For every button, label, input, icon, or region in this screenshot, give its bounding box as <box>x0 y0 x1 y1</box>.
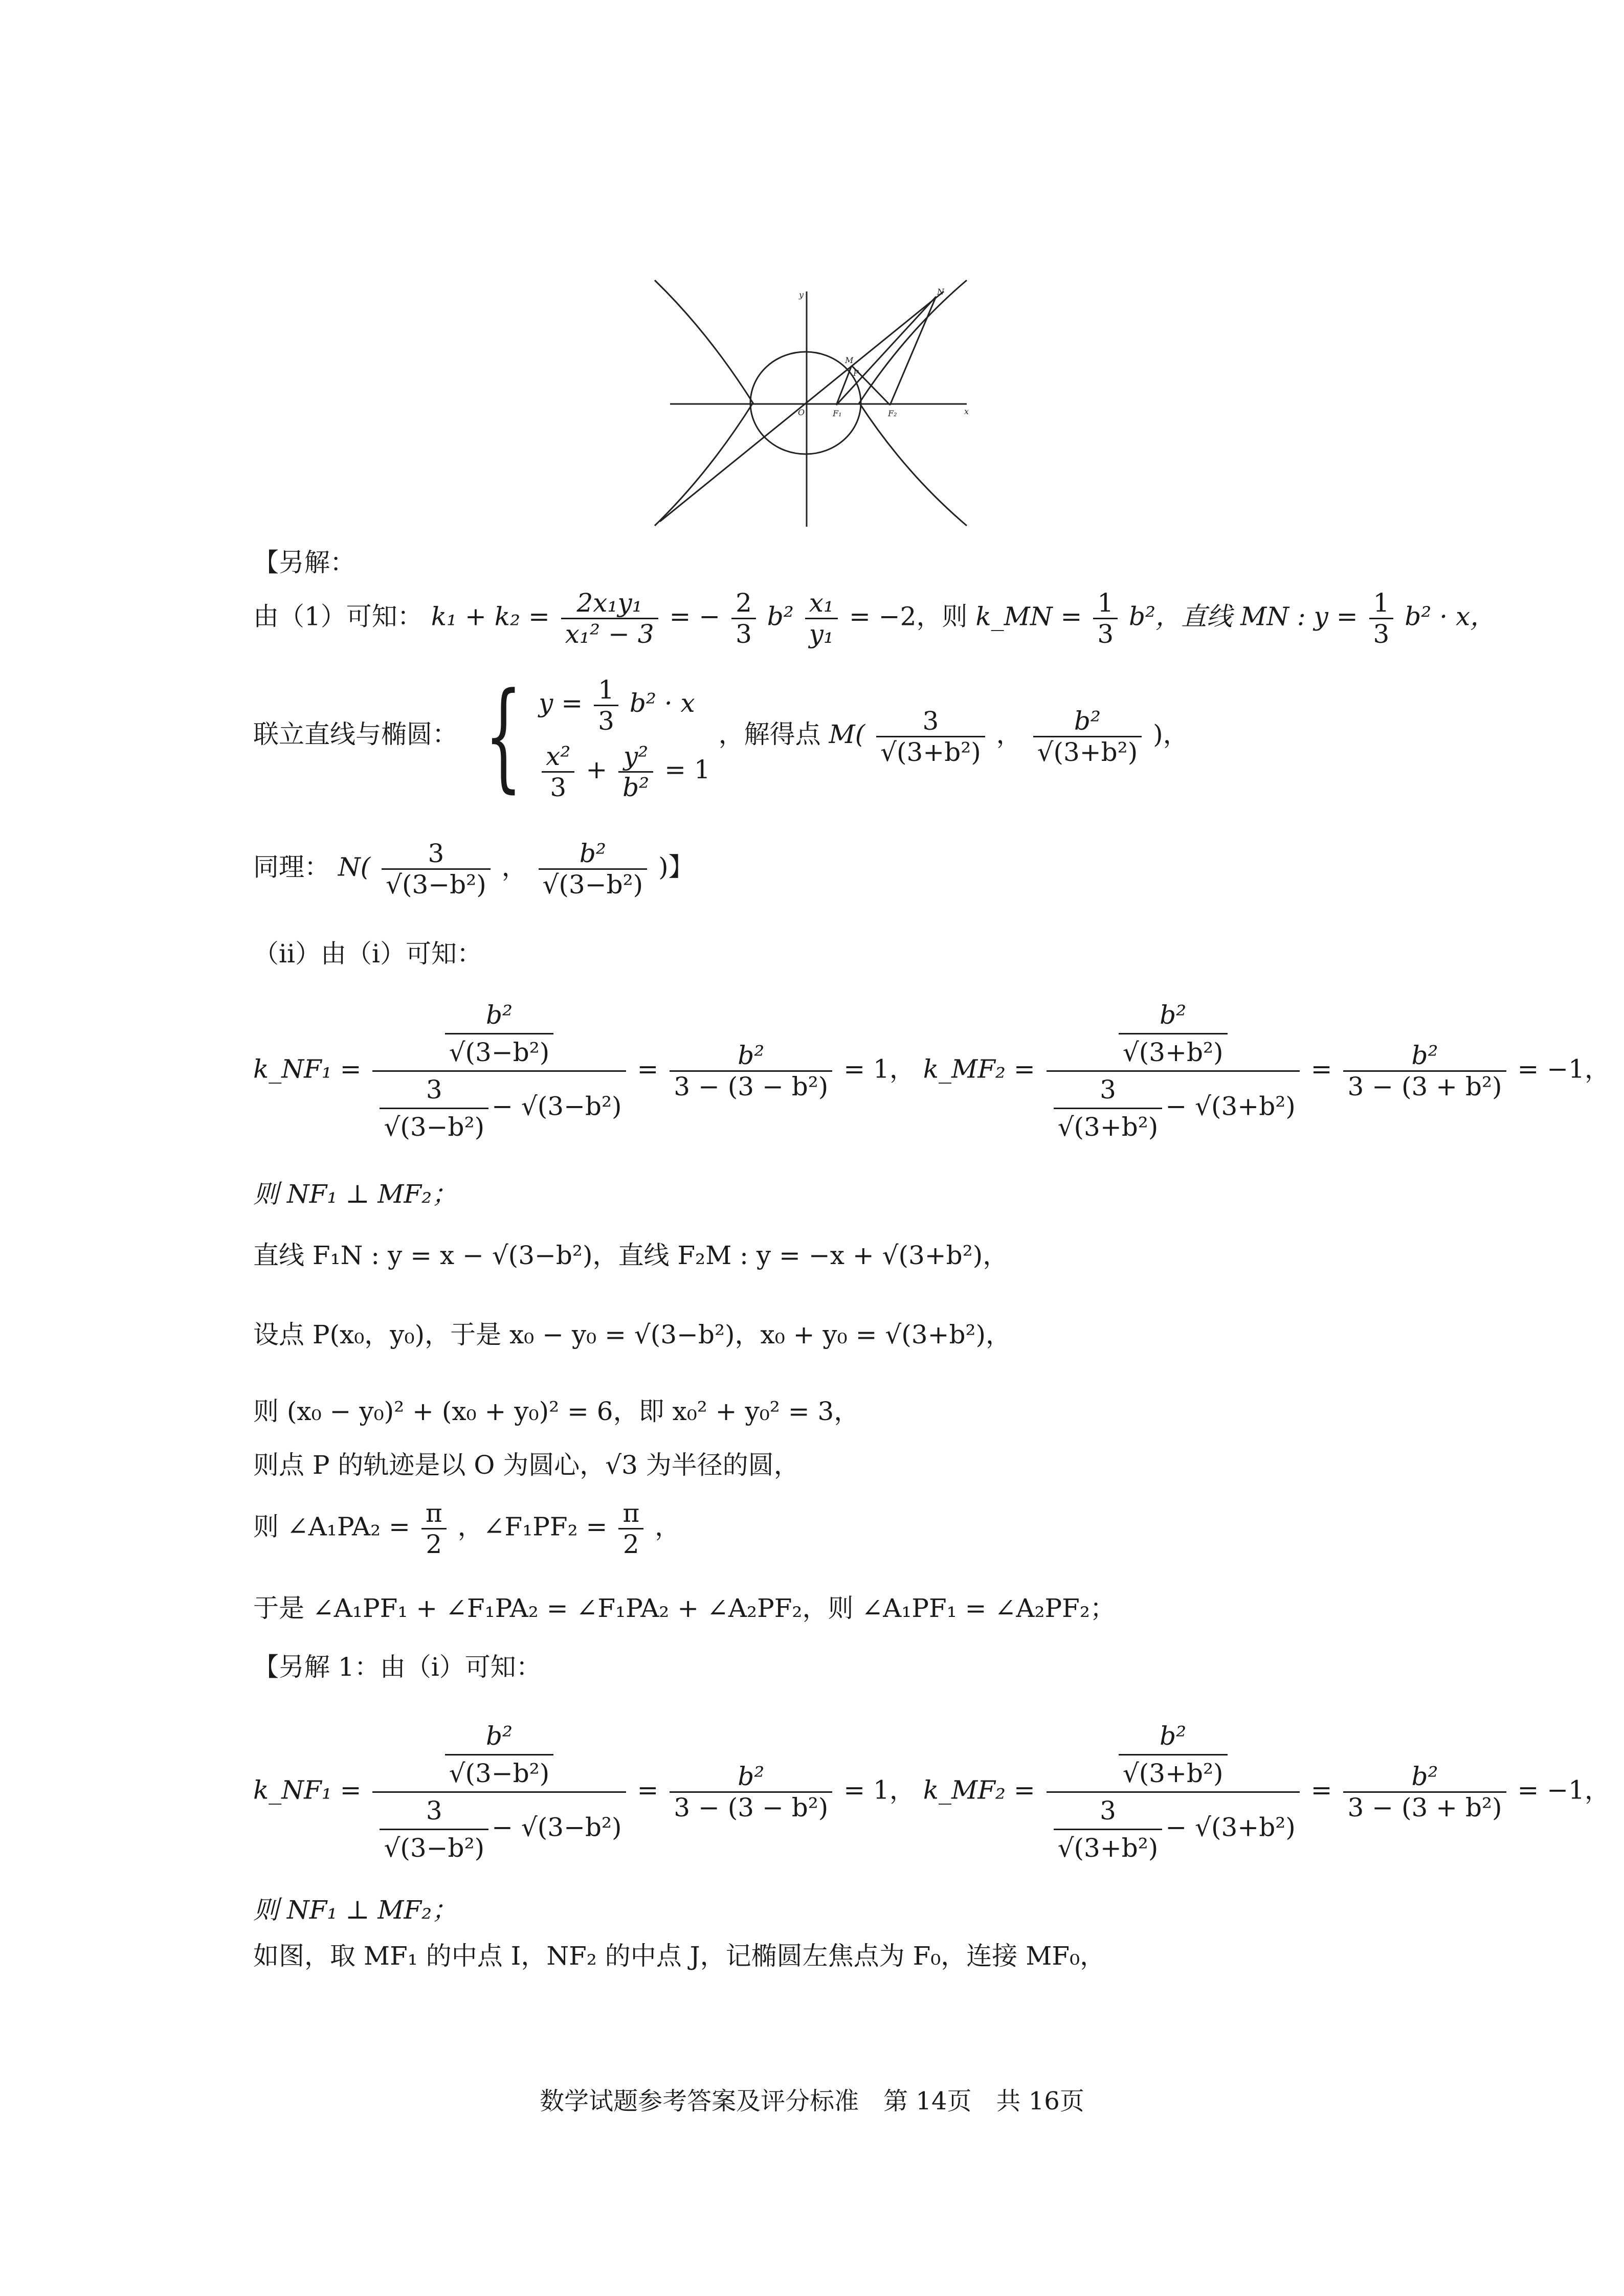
hyperbola-left <box>655 280 753 526</box>
slopes-line-1: k_NF₁ = $\frac{\text{b²}}{\text{√(3−b²)}}$ $\frac{3}{\text{√(3−b²)}}$ − √(3−b²) = $\frac{\text{b²}}{\text{3 − (3 − b²)}}$ = 1， k_MF₂ = $\frac{\text{b²}}{\text{√(3+b²)}}$ $\frac{3}{\text{√(3+b²)}}$ − √(3+b²) = $\frac{\text{b²}}{\text{3 − (3 + b²)}}$ = −1， <box>253 997 1610 1145</box>
label-p: P <box>853 368 859 378</box>
slopes-line-2: k_NF₁ = $\frac{\text{b²}}{\text{√(3−b²)}}$ $\frac{3}{\text{√(3−b²)}}$ − √(3−b²) = $\frac{\text{b²}}{\text{3 − (3 − b²)}}$ = 1， k_MF₂ = $\frac{\text{b²}}{\text{√(3+b²)}}$ $\frac{3}{\text{√(3+b²)}}$ − √(3+b²) = $\frac{\text{b²}}{\text{3 − (3 + b²)}}$ = −1， <box>253 1718 1610 1866</box>
label-f2: F₂ <box>888 409 897 418</box>
page-footer: 数学试题参考答案及评分标准 第 14页 共 16页 <box>540 2087 1084 2115</box>
label-x: x <box>964 407 969 416</box>
alt-solution-1: 【另解 1：由（i）可知： <box>253 1652 542 1682</box>
label-y: y <box>799 290 804 300</box>
label-n: N <box>937 287 944 297</box>
sum-squares-line: 则 (x₀ − y₀)² + (x₀ + y₀)² = 6，即 x₀² + y₀² = 3， <box>253 1397 860 1426</box>
angle-sum-line: 于是 ∠A₁PF₁ + ∠F₁PA₂ = ∠F₁PA₂ + ∠A₂PF₂，则 ∠A₁PF₁ = ∠A₂PF₂； <box>253 1593 1116 1623</box>
point-p-line: 设点 P(x₀，y₀)，于是 x₀ − y₀ = √(3−b²)，x₀ + y₀ = √(3+b²)， <box>253 1320 1012 1349</box>
part-ii: （ii）由（i）可知： <box>253 939 482 969</box>
label-o: O <box>798 408 805 417</box>
label-f1: F₁ <box>833 409 842 418</box>
midpoints-line: 如图，取 MF₁ 的中点 I，NF₂ 的中点 J，记椭圆左焦点为 F₀，连接 MF₀， <box>253 1941 1106 1971</box>
perp-line: 则 NF₁ ⊥ MF₂； <box>253 1179 458 1209</box>
alt-solution-header: 【另解： <box>253 548 355 577</box>
label-m: M <box>845 355 854 365</box>
locus-line: 则点 P 的轨迹是以 O 为圆心，√3 为半径的圆， <box>253 1450 799 1480</box>
tangent-line <box>660 291 944 522</box>
similar-line: 同理： N( $\frac{3}{\text{√(3−b²)}}$ ， $\frac{\text{b²}}{\text{√(3−b²)}}$ )】 <box>253 839 694 899</box>
system-line: 联立直线与椭圆： { y = $\frac{1}{3}$ b² · x $\frac{\text{x²}}{3}$ + $\frac{\text{y²}}{\text{b²}}$ = 1 ，解得点 M( $\frac{3}{\text{√(3+b²)}}$ ， $\frac{\text{b²}}{\text{√(3+b²)}}$ )， <box>253 668 1189 804</box>
geometry-figure <box>650 271 977 537</box>
slope-sum-line: 由（1）可知： k₁ + k₂ = $\frac{\text{2x₁y₁}}{\text{x₁² − 3}}$ = − $\frac{2}{3}$ b² $\frac{\text{x₁}}{\text{y₁}}$ = −2，则 k_MN = $\frac{1}{3}$ b²，直线 MN : y = $\frac{1}{3}$ b² · x， <box>253 588 1496 649</box>
line-f1-n <box>836 297 936 405</box>
perp-line-2: 则 NF₁ ⊥ MF₂； <box>253 1895 458 1925</box>
angles-line: 则 ∠A₁PA₂ = $\frac{\pi}{2}$ ，∠F₁PF₂ = $\frac{\pi}{2}$ ， <box>253 1498 681 1559</box>
lines-equation: 直线 F₁N : y = x − √(3−b²)，直线 F₂M : y = −x + √(3+b²)， <box>253 1241 1009 1270</box>
